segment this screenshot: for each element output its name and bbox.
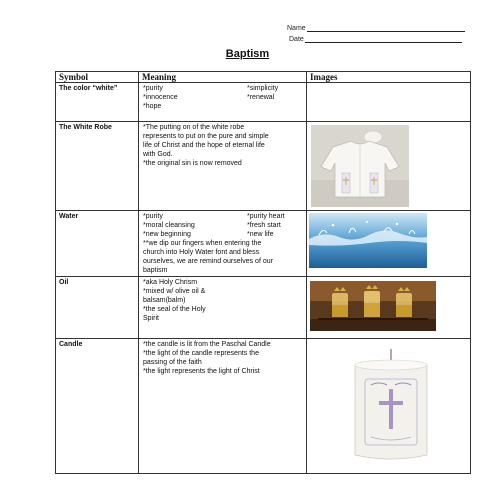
meaning-text: church into Holy Water font and bless (143, 249, 260, 256)
table-row (56, 211, 471, 277)
meaning-text: ourselves, we are remind ourselves of our (143, 258, 273, 265)
image-cell (307, 83, 471, 122)
meaning-cell (139, 83, 307, 122)
meaning-cell (139, 122, 307, 211)
image-cell (307, 122, 471, 211)
meaning-text: *the light represents the light of Christ (143, 368, 260, 375)
meaning-text: *hope (143, 103, 162, 110)
table-row (56, 122, 471, 211)
robe-image (311, 125, 409, 207)
date-blank[interactable] (305, 36, 462, 43)
header-symbol: Symbol (56, 72, 139, 83)
meaning-text: *purity (143, 85, 163, 92)
meaning-text: life of Christ and the hope of eternal life (143, 142, 265, 149)
date-label: Date (289, 36, 304, 43)
meaning-cell (139, 211, 307, 277)
header-images: Images (307, 72, 471, 83)
meaning-text: Spirit (143, 315, 159, 322)
table-row (56, 339, 471, 474)
meaning-text: *the seal of the Holy (143, 306, 206, 313)
meaning-cell (139, 277, 307, 339)
table-row (56, 83, 471, 122)
meaning-text: *The putting on of the white robe (143, 124, 245, 131)
meaning-text: *aka Holy Chrism (143, 279, 198, 286)
meaning-text: **we dip our fingers when entering the (143, 240, 262, 247)
meaning-text: *fresh start (247, 222, 281, 229)
meaning-text: *innocence (143, 94, 178, 101)
meaning-text: *purity (143, 213, 163, 220)
image-cell (307, 211, 471, 277)
symbol-cell: Water (56, 211, 139, 277)
meaning-text: *moral cleansing (143, 222, 195, 229)
image-cell (307, 277, 471, 339)
candle-image (349, 347, 433, 465)
name-field[interactable] (287, 25, 465, 32)
meaning-text: represents to put on the pure and simple (143, 133, 269, 140)
meaning-text: balsam(balm) (143, 297, 186, 304)
oil-image (310, 281, 436, 331)
meaning-text: passing of the faith (143, 359, 202, 366)
meaning-text: *new beginning (143, 231, 191, 238)
name-label: Name (287, 25, 306, 32)
header-meaning: Meaning (139, 72, 307, 83)
symbol-cell: Oil (56, 277, 139, 339)
symbol-cell: Candle (56, 339, 139, 474)
symbols-table (55, 71, 471, 474)
image-cell (307, 339, 471, 474)
meaning-text: *the light of the candle represents the (143, 350, 259, 357)
symbol-cell: The White Robe (56, 122, 139, 211)
meaning-cell (139, 339, 307, 474)
table-row (56, 277, 471, 339)
table-header-row (56, 72, 471, 83)
meaning-text: *new life (247, 231, 274, 238)
symbol-cell: The color “white” (56, 83, 139, 122)
meaning-text: *the candle is lit from the Paschal Candle (143, 341, 271, 348)
name-blank[interactable] (307, 25, 465, 32)
meaning-text: *renewal (247, 94, 275, 101)
meaning-text: baptism (143, 267, 168, 274)
water-image (309, 213, 427, 268)
meaning-text: *purity heart (247, 213, 285, 220)
meaning-text: *the original sin is now removed (143, 160, 242, 167)
date-field[interactable] (289, 36, 462, 43)
meaning-text: *simplicity (247, 85, 279, 92)
page-title: Baptism (225, 48, 270, 60)
meaning-text: *mixed w/ olive oil & (143, 288, 206, 295)
meaning-text: with God. (143, 151, 173, 158)
